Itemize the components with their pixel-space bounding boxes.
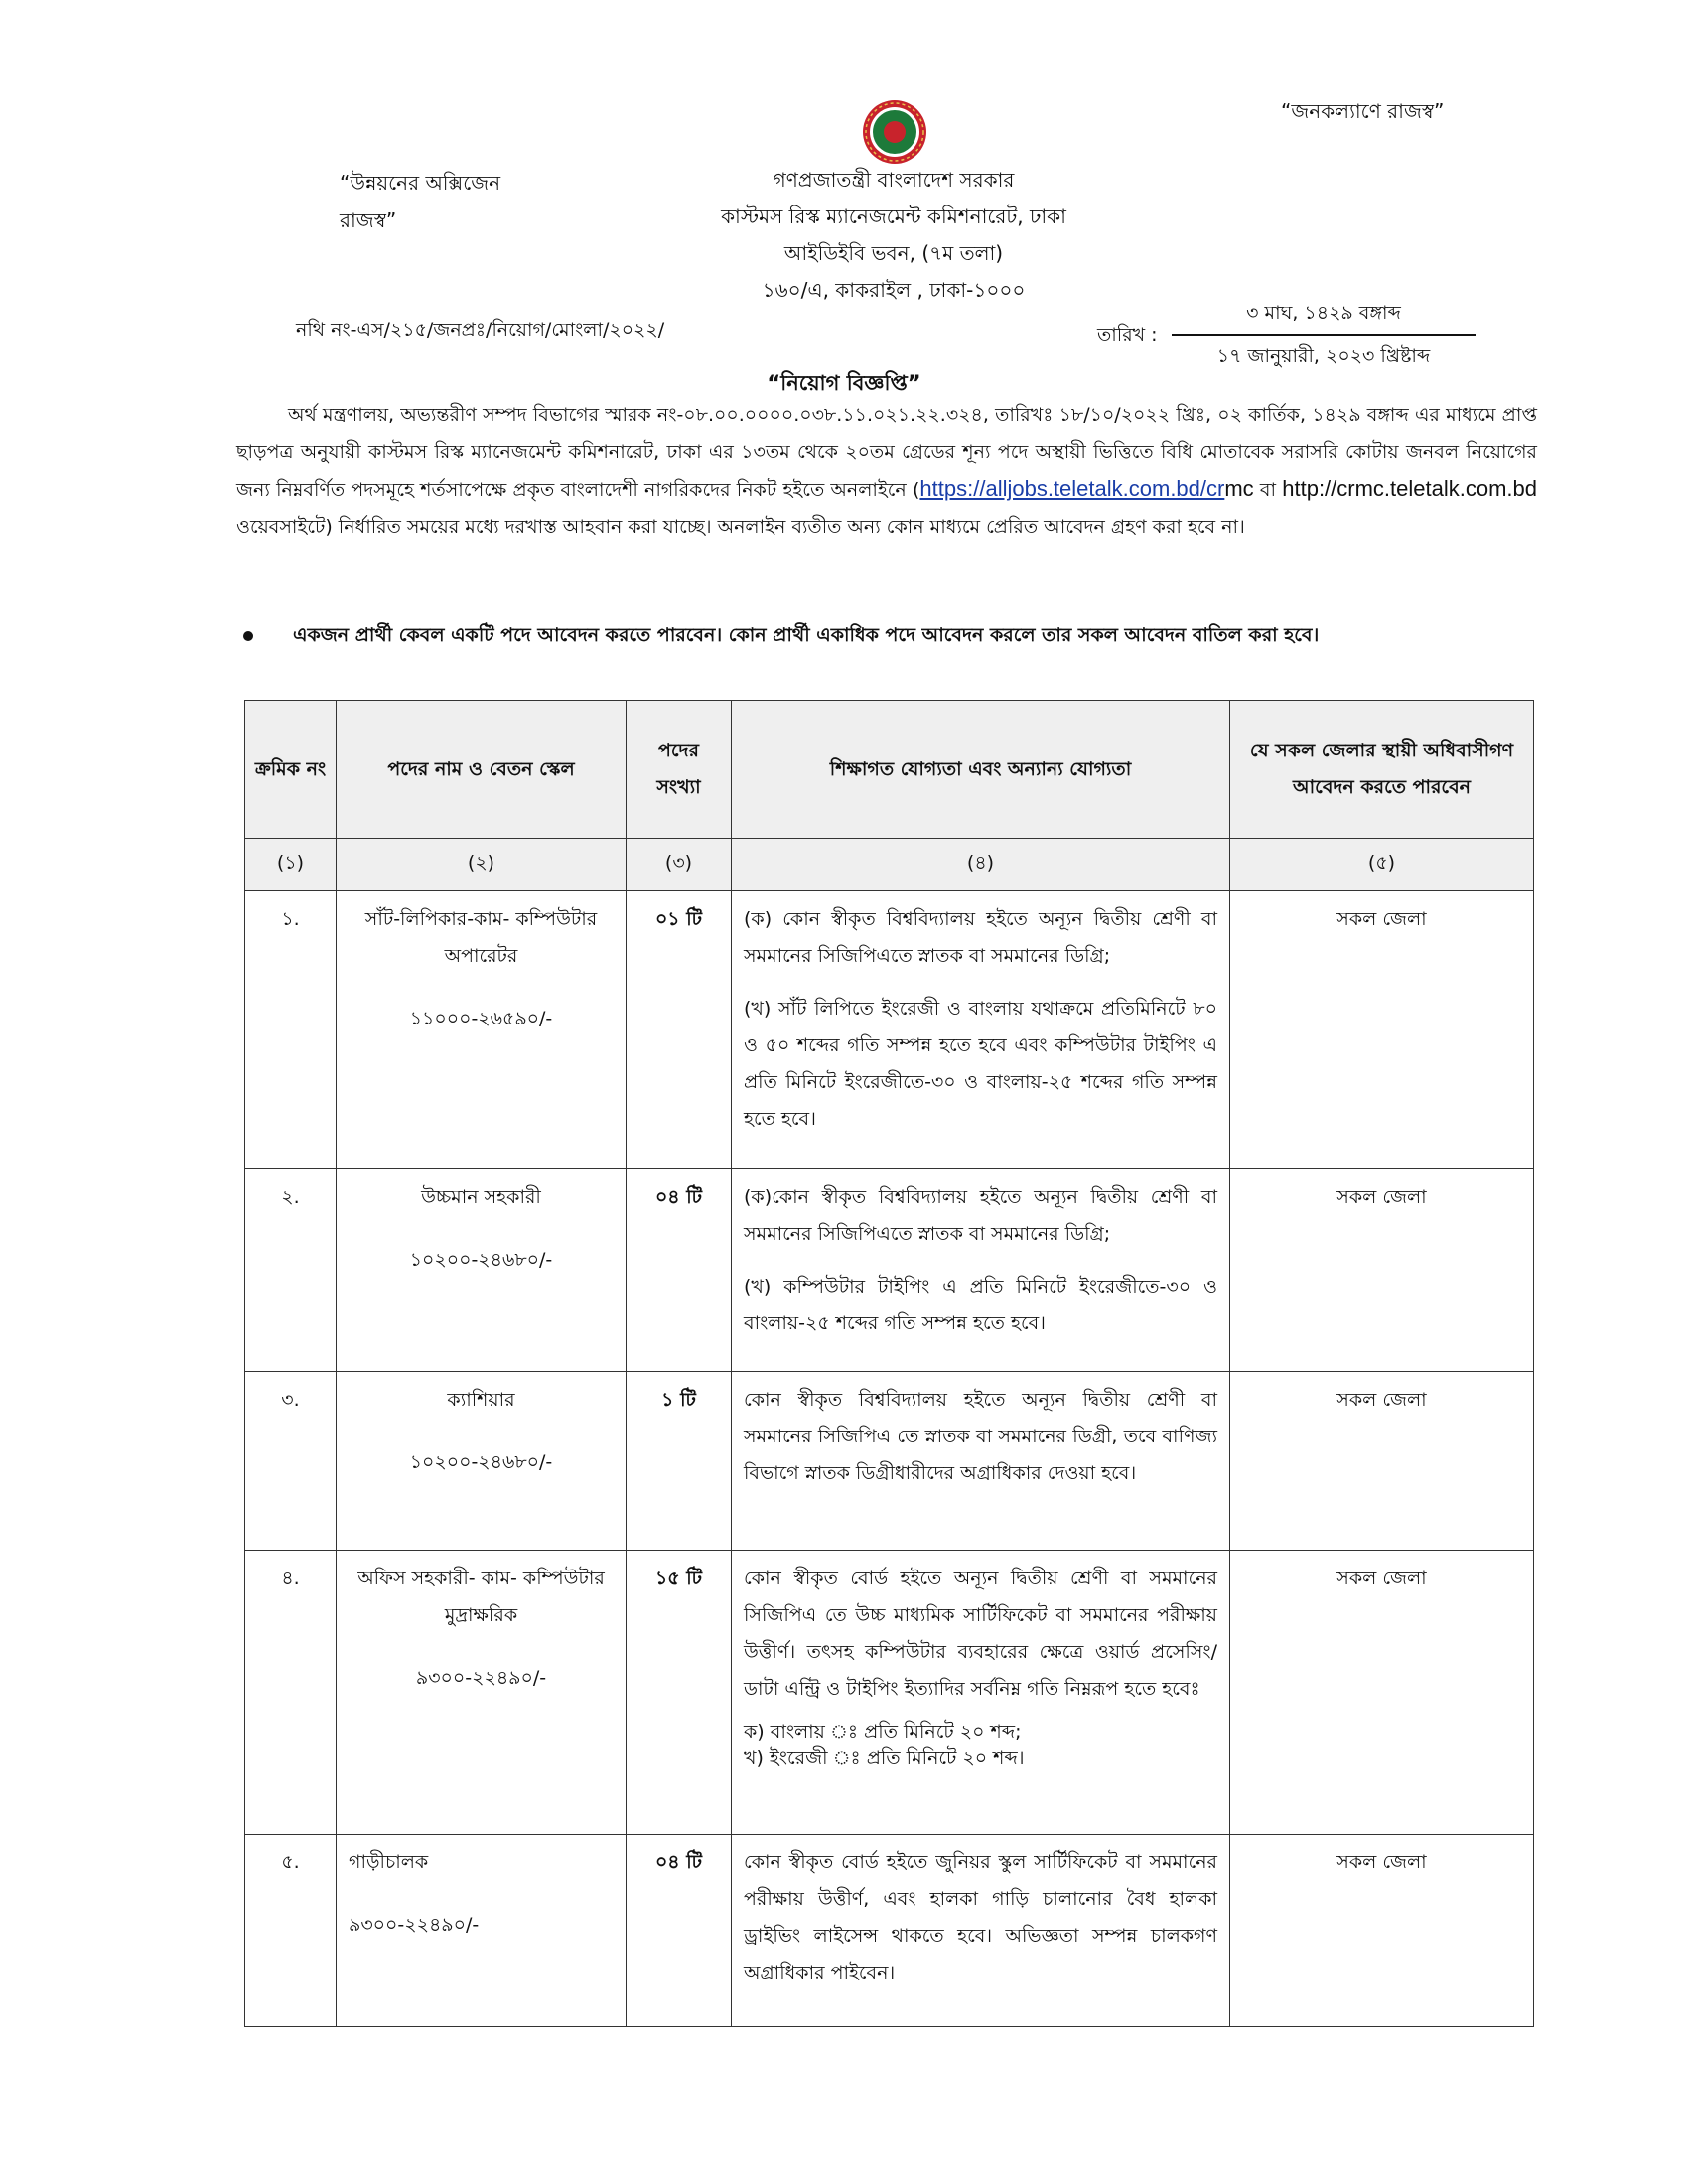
district-cell: সকল জেলা — [1230, 1551, 1534, 1835]
header-post-count: পদের সংখ্যা — [627, 701, 732, 839]
intro-paragraph — [236, 397, 1537, 546]
slogan-left-line-2: রাজস্ব” — [340, 208, 397, 232]
vacancy-table — [244, 700, 1534, 2027]
memo-number: নথি নং-এস/২১৫/জনপ্রঃ/নিয়োগ/মোংলা/২০২২/ — [296, 319, 665, 341]
column-number: (২) — [337, 839, 627, 891]
intro-text-2: বা — [1253, 479, 1283, 501]
gov-line-2: কাস্টমস রিস্ক ম্যানেজমেন্ট কমিশনারেট, ঢাকা — [721, 205, 1066, 228]
pay-scale: ১১০০০-২৬৫৯০/- — [409, 1008, 553, 1029]
qualification-text: (খ) কম্পিউটার টাইপিং এ প্রতি মিনিটে ইংরেজীতে-৩০ ও বাংলায়-২৫ শব্দের গতি সম্পন্ন হতে হবে। — [744, 1276, 1217, 1334]
post-count: ০৪ টি — [627, 1835, 732, 2027]
district-cell: সকল জেলা — [1230, 891, 1534, 1169]
intro-text-1: অর্থ মন্ত্রণালয়, অভ্যন্তরীণ সম্পদ বিভাগের স্মারক নং-০৮.০০.০০০০.০৩৮.১১.০২১.২২.৩২৪, তারিখঃ ১৮/১০/২০২২ খ্রিঃ, ০২ কার্তিক, ১৪২৯ বঙ্গাব্দ এর মাধ্যমে প্রাপ্ত ছাড়পত্র অনুযায়ী কাস্টমস রিস্ক ম্যানেজমেন্ট কমিশনারেট, ঢাকা এর ১৩তম থেকে ২০তম গ্রেডের শূন্য পদে অস্থায়ী ভিত্তিতে বিধি মোতাবেক সরাসরি কোটায় জনবল নিয়োগের জন্য নিম্নবর্ণিত পদসমূহে শর্তসাপেক্ষে প্রকৃত বাংলাদেশী নাগরিকদের নিকট হইতে অনলাইনে ( — [236, 404, 1537, 501]
date-block — [1172, 298, 1476, 371]
column-number: (৫) — [1230, 839, 1534, 891]
qualification-cell — [732, 1835, 1230, 2027]
notice-title: “নিয়োগ বিজ্ঞপ্তি” — [767, 371, 921, 395]
pay-scale: ১০২০০-২৪৬৮০/- — [409, 1451, 553, 1473]
post-cell — [337, 1169, 627, 1372]
pay-scale: ১০২০০-২৪৬৮০/- — [409, 1249, 553, 1271]
office-address-block — [556, 162, 1231, 309]
post-name: উচ্চমান সহকারী — [421, 1186, 541, 1208]
government-emblem-icon — [860, 97, 929, 167]
date-bangla: ৩ মাঘ, ১৪২৯ বঙ্গাব্দ — [1172, 298, 1476, 336]
header-serial: ক্রমিক নং — [245, 701, 337, 839]
post-cell — [337, 1551, 627, 1835]
qualification-cell — [732, 1551, 1230, 1835]
serial-cell: ২. — [245, 1169, 337, 1372]
serial-cell: ৪. — [245, 1551, 337, 1835]
column-number: (১) — [245, 839, 337, 891]
table-row — [245, 1169, 1534, 1372]
header-eligible-districts: যে সকল জেলার স্থায়ী অধিবাসীগণ আবেদন করতে পারবেন — [1230, 701, 1534, 839]
slogan-right: “জনকল্যাণে রাজস্ব” — [1281, 99, 1445, 123]
post-name: সাঁট-লিপিকার-কাম- কম্পিউটার অপারেটর — [364, 908, 598, 967]
district-cell: সকল জেলা — [1230, 1835, 1534, 2027]
bullet-dot-icon — [243, 631, 253, 641]
post-count: ১৫ টি — [627, 1551, 732, 1835]
intro-text-3: ওয়েবসাইটে) নির্ধারিত সময়ের মধ্যে দরখাস্ত আহবান করা যাচ্ছে। অনলাইন ব্যতীত অন্য কোন মাধ্যমে প্রেরিত আবেদন গ্রহণ করা হবে না। — [236, 516, 1245, 538]
header-post-scale: পদের নাম ও বেতন স্কেল — [337, 701, 627, 839]
post-cell — [337, 1835, 627, 2027]
date-label: তারিখ : — [1097, 324, 1158, 345]
qualification-text: (ক)কোন স্বীকৃত বিশ্ববিদ্যালয় হইতে অন্যূন দ্বিতীয় শ্রেণী বা সমমানের সিজিপিএতে স্নাতক বা সমমানের ডিগ্রি; — [744, 1186, 1217, 1245]
qualification-text: কোন স্বীকৃত বোর্ড হইতে অন্যূন দ্বিতীয় শ্রেণী বা সমমানের সিজিপিএ তে উচ্চ মাধ্যমিক সার্টিফিকেট বা সমমানের পরীক্ষায় উত্তীর্ণ। তৎসহ কম্পিউটার ব্যবহারের ক্ষেত্রে ওয়ার্ড প্রসেসিং/ডাটা এন্ট্রি ও টাইপিং ইত্যাদির সর্বনিম্ন গতি নিম্নরূপ হতে হবেঃ — [744, 1568, 1217, 1700]
column-number: (৩) — [627, 839, 732, 891]
table-row — [245, 1551, 1534, 1835]
qualification-text: কোন স্বীকৃত বিশ্ববিদ্যালয় হইতে অন্যূন দ্বিতীয় শ্রেণী বা সমমানের সিজিপিএ তে স্নাতক বা সমমানের ডিগ্রী, তবে বাণিজ্য বিভাগে স্নাতক ডিগ্রীধারীদের অগ্রাধিকার দেওয়া হবে। — [744, 1389, 1217, 1484]
date-english: ১৭ জানুয়ারী, ২০২৩ খ্রিষ্টাব্দ — [1216, 345, 1431, 367]
qualification-cell — [732, 1372, 1230, 1551]
serial-cell: ৫. — [245, 1835, 337, 2027]
district-cell: সকল জেলা — [1230, 1169, 1534, 1372]
table-row — [245, 1372, 1534, 1551]
bullet-note — [243, 621, 1319, 653]
slogan-left-line-1: “উন্নয়নের অক্সিজেন — [340, 171, 501, 195]
pay-scale: ৯৩০০-২২৪৯০/- — [349, 1914, 480, 1936]
column-number: (৪) — [732, 839, 1230, 891]
qualification-text: (ক) কোন স্বীকৃত বিশ্ববিদ্যালয় হইতে অন্যূন দ্বিতীয় শ্রেণী বা সমমানের সিজিপিএতে স্নাতক বা সমমানের ডিগ্রি; — [744, 908, 1217, 967]
serial-cell: ৩. — [245, 1372, 337, 1551]
post-name: ক্যাশিয়ার — [447, 1389, 515, 1411]
qualification-text: কোন স্বীকৃত বোর্ড হইতে জুনিয়র স্কুল সার্টিফিকেট বা সমমানের পরীক্ষায় উত্তীর্ণ, এবং হালকা গাড়ি চালানোর বৈধ হালকা ড্রাইভিং লাইসেন্স থাকতে হবে। অভিজ্ঞতা সম্পন্ন চালকগণ অগ্রাধিকার পাইবেন। — [744, 1851, 1217, 1983]
post-cell — [337, 1372, 627, 1551]
post-count: ০১ টি — [627, 891, 732, 1169]
table-header-row — [245, 701, 1534, 839]
speed-requirement-english: খ) ইংরেজী ঃ প্রতি মিনিটে ২০ শব্দ। — [744, 1747, 1025, 1769]
gov-line-4: ১৬০/এ, কাকরাইল , ঢাকা-১০০০ — [762, 278, 1026, 302]
post-cell — [337, 891, 627, 1169]
post-count: ১ টি — [627, 1372, 732, 1551]
table-row — [245, 1835, 1534, 2027]
speed-requirement-bangla: ক) বাংলায় ঃ প্রতি মিনিটে ২০ শব্দ; — [744, 1721, 1022, 1743]
table-column-number-row — [245, 839, 1534, 891]
post-count: ০৪ টি — [627, 1169, 732, 1372]
gov-line-1: গণপ্রজাতন্ত্রী বাংলাদেশ সরকার — [773, 168, 1015, 192]
qualification-text: (খ) সাঁট লিপিতে ইংরেজী ও বাংলায় যথাক্রমে প্রতিমিনিটে ৮০ ও ৫০ শব্দের গতি সম্পন্ন হতে হবে এবং কম্পিউটার টাইপিং এ প্রতি মিনিটে ইংরেজীতে-৩০ ও বাংলায়-২৫ শব্দের গতি সম্পন্ন হতে হবে। — [744, 998, 1217, 1130]
post-name: গাড়ীচালক — [349, 1851, 429, 1873]
table-row — [245, 891, 1534, 1169]
gov-line-3: আইডিইবি ভবন, (৭ম তলা) — [783, 241, 1004, 265]
application-link-tail: mc — [1224, 477, 1254, 501]
header-qualification: শিক্ষাগত যোগ্যতা এবং অন্যান্য যোগ্যতা — [732, 701, 1230, 839]
qualification-cell — [732, 891, 1230, 1169]
bullet-note-text: একজন প্রার্থী কেবল একটি পদে আবেদন করতে পারবেন। কোন প্রার্থী একাধিক পদে আবেদন করলে তার সকল আবেদন বাতিল করা হবে। — [293, 624, 1320, 646]
district-cell: সকল জেলা — [1230, 1372, 1534, 1551]
slogan-left — [340, 164, 500, 239]
application-link[interactable]: https://alljobs.teletalk.com.bd/cr — [919, 477, 1225, 501]
qualification-cell — [732, 1169, 1230, 1372]
pay-scale: ৯৩০০-২২৪৯০/- — [415, 1667, 547, 1689]
website-url: http://crmc.teletalk.com.bd — [1282, 477, 1538, 501]
serial-cell: ১. — [245, 891, 337, 1169]
post-name: অফিস সহকারী- কাম- কম্পিউটার মুদ্রাক্ষরিক — [357, 1568, 605, 1626]
